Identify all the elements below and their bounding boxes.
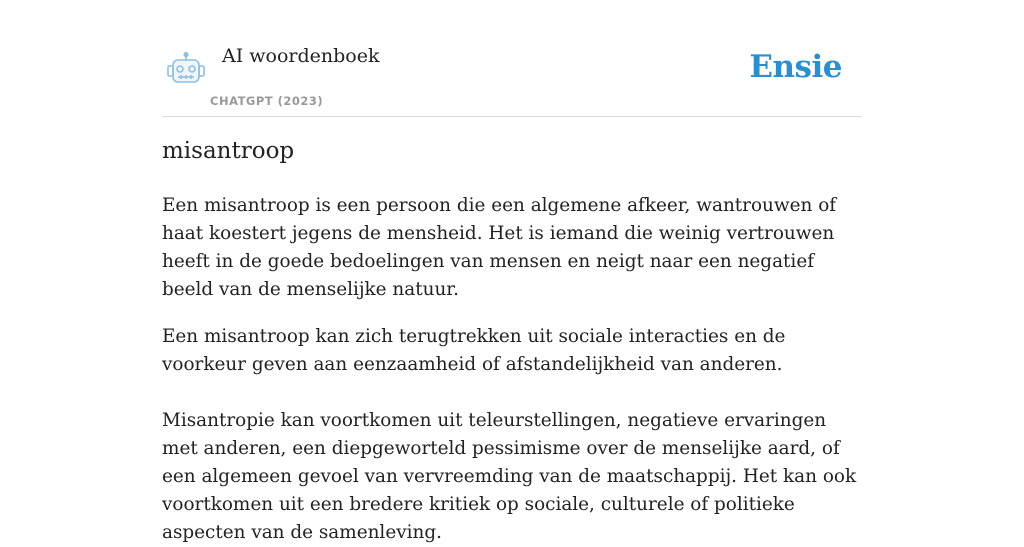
definition-body — [162, 192, 862, 547]
definition-paragraph: Een misantroop is een persoon die een algemene afkeer, wantrouwen of haat koestert jegens de mensheid. Het is iemand die weinig vertrouwen heeft in de goede bedoelingen van mensen en neigt naar een negatief beeld van de menselijke natuur. — [162, 195, 837, 300]
definition-paragraph: Misantropie kan voortkomen uit teleurstellingen, negatieve ervaringen met anderen, een diepgeworteld pessimisme over de menselijke aard, of een algemeen gevoel van vervreemding van de maatschappij. Het kan ook voortkomen uit een bredere kritiek op sociale, culturele of politieke aspecten van de samenleving. — [162, 410, 857, 543]
definition-paragraph: Een misantroop kan zich terugtrekken uit sociale interacties en de voorkeur geven aan eenzaamheid of afstandelijkheid van anderen. — [162, 326, 786, 375]
header — [162, 0, 862, 117]
source-title[interactable]: AI woordenboek — [222, 45, 380, 67]
robot-icon — [166, 52, 206, 88]
source-meta: CHATGPT (2023) — [210, 94, 324, 108]
term-heading: misantroop — [162, 138, 295, 164]
brand-logo[interactable]: Ensie — [749, 49, 842, 85]
